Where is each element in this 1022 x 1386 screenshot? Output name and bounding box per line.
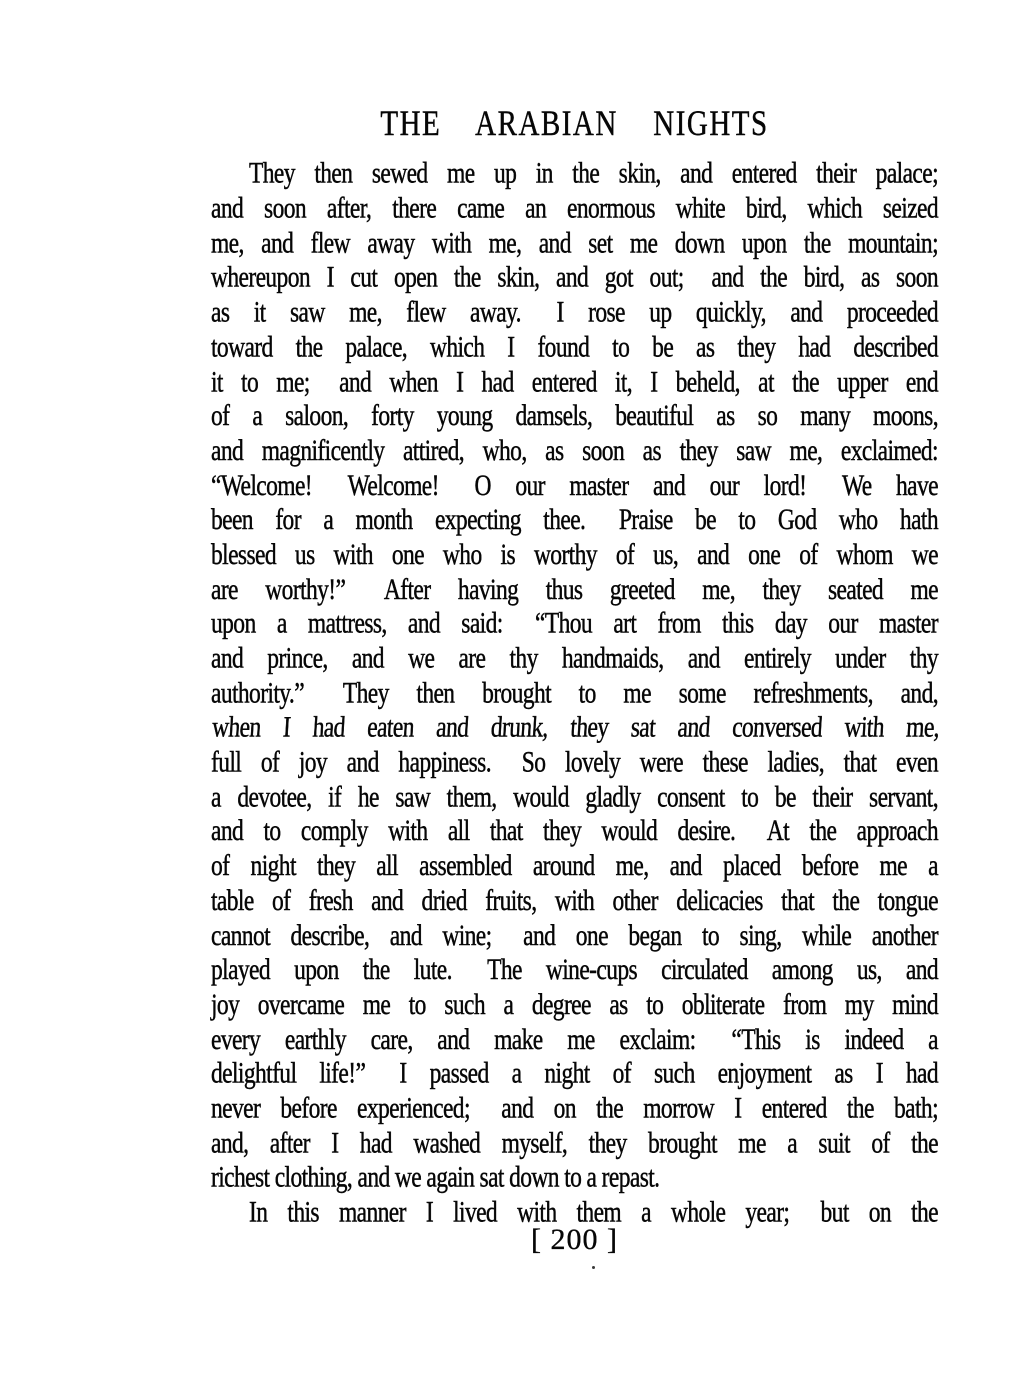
page-number: [ 200 ]	[531, 1223, 618, 1256]
text-line: In this manner I lived with them a whole year; but on the	[249, 1196, 938, 1229]
text-line: joy overcame me to such a degree as to obliterate from my mind	[211, 988, 938, 1022]
scan-artifact-dot	[592, 1266, 595, 1269]
text-line: cannot describe, and wine; and one began to sing, while another	[211, 919, 938, 952]
text-line: whereupon I cut open the skin, and got out; and the bird, as soon	[211, 261, 938, 295]
text-line: me, and flew away with me, and set me down upon the mountain;	[211, 227, 938, 260]
text-line: of night they all assembled around me, and placed before me a	[211, 850, 938, 883]
text-line: table of fresh and dried fruits, with other delicacies that the tongue	[211, 884, 938, 918]
text-line: and soon after, there came an enormous white bird, which seized	[211, 192, 938, 226]
text-column	[211, 100, 941, 1231]
text-line: played upon the lute. The wine-cups circulated among us, and	[211, 954, 938, 987]
text-line: full of joy and happiness. So lovely were these ladies, that even	[211, 746, 938, 779]
text-line: when I had eaten and drunk, they sat and conversed with me,	[211, 711, 941, 745]
text-line: and, after I had washed myself, they brought me a suit of the	[211, 1127, 938, 1160]
page-title: THE ARABIAN NIGHTS	[380, 103, 769, 144]
text-line: upon a mattress, and said: “Thou art from this day our master	[211, 607, 938, 641]
text-line: and magnificently attired, who, as soon as they saw me, exclaimed:	[211, 434, 938, 468]
text-line: of a saloon, forty young damsels, beautiful as so many moons,	[211, 400, 938, 433]
text-line: and to comply with all that they would desire. At the approach	[211, 815, 938, 849]
text-line: richest clothing, and we again sat down to a repast.	[211, 1161, 660, 1195]
text-line: authority.” They then brought to me some refreshments, and,	[211, 677, 938, 710]
text-line: delightful life!” I passed a night of such enjoyment as I had	[211, 1057, 938, 1091]
text-line: been for a month expecting thee. Praise be to God who hath	[211, 504, 938, 537]
text-line: a devotee, if he saw them, would gladly consent to be their servant,	[211, 780, 938, 814]
text-line: blessed us with one who is worthy of us, and one of whom we	[211, 538, 938, 572]
text-line: are worthy!” After having thus greeted me, they seated me	[211, 573, 938, 606]
text-line: and prince, and we are thy handmaids, and entirely under thy	[211, 642, 938, 676]
text-line: every earthly care, and make me exclaim: “This is indeed a	[211, 1023, 938, 1056]
text-line: never before experienced; and on the morrow I entered the bath;	[211, 1092, 938, 1125]
text-line: toward the palace, which I found to be as they had described	[211, 331, 938, 364]
text-line: it to me; and when I had entered it, I beheld, at the upper end	[211, 365, 938, 399]
text-line: “Welcome! Welcome! O our master and our lord! We have	[211, 469, 938, 502]
text-line: They then sewed me up in the skin, and entered their palace;	[249, 157, 938, 191]
text-line: as it saw me, flew away. I rose up quickly, and proceeded	[211, 296, 938, 329]
body-text	[211, 157, 941, 1231]
